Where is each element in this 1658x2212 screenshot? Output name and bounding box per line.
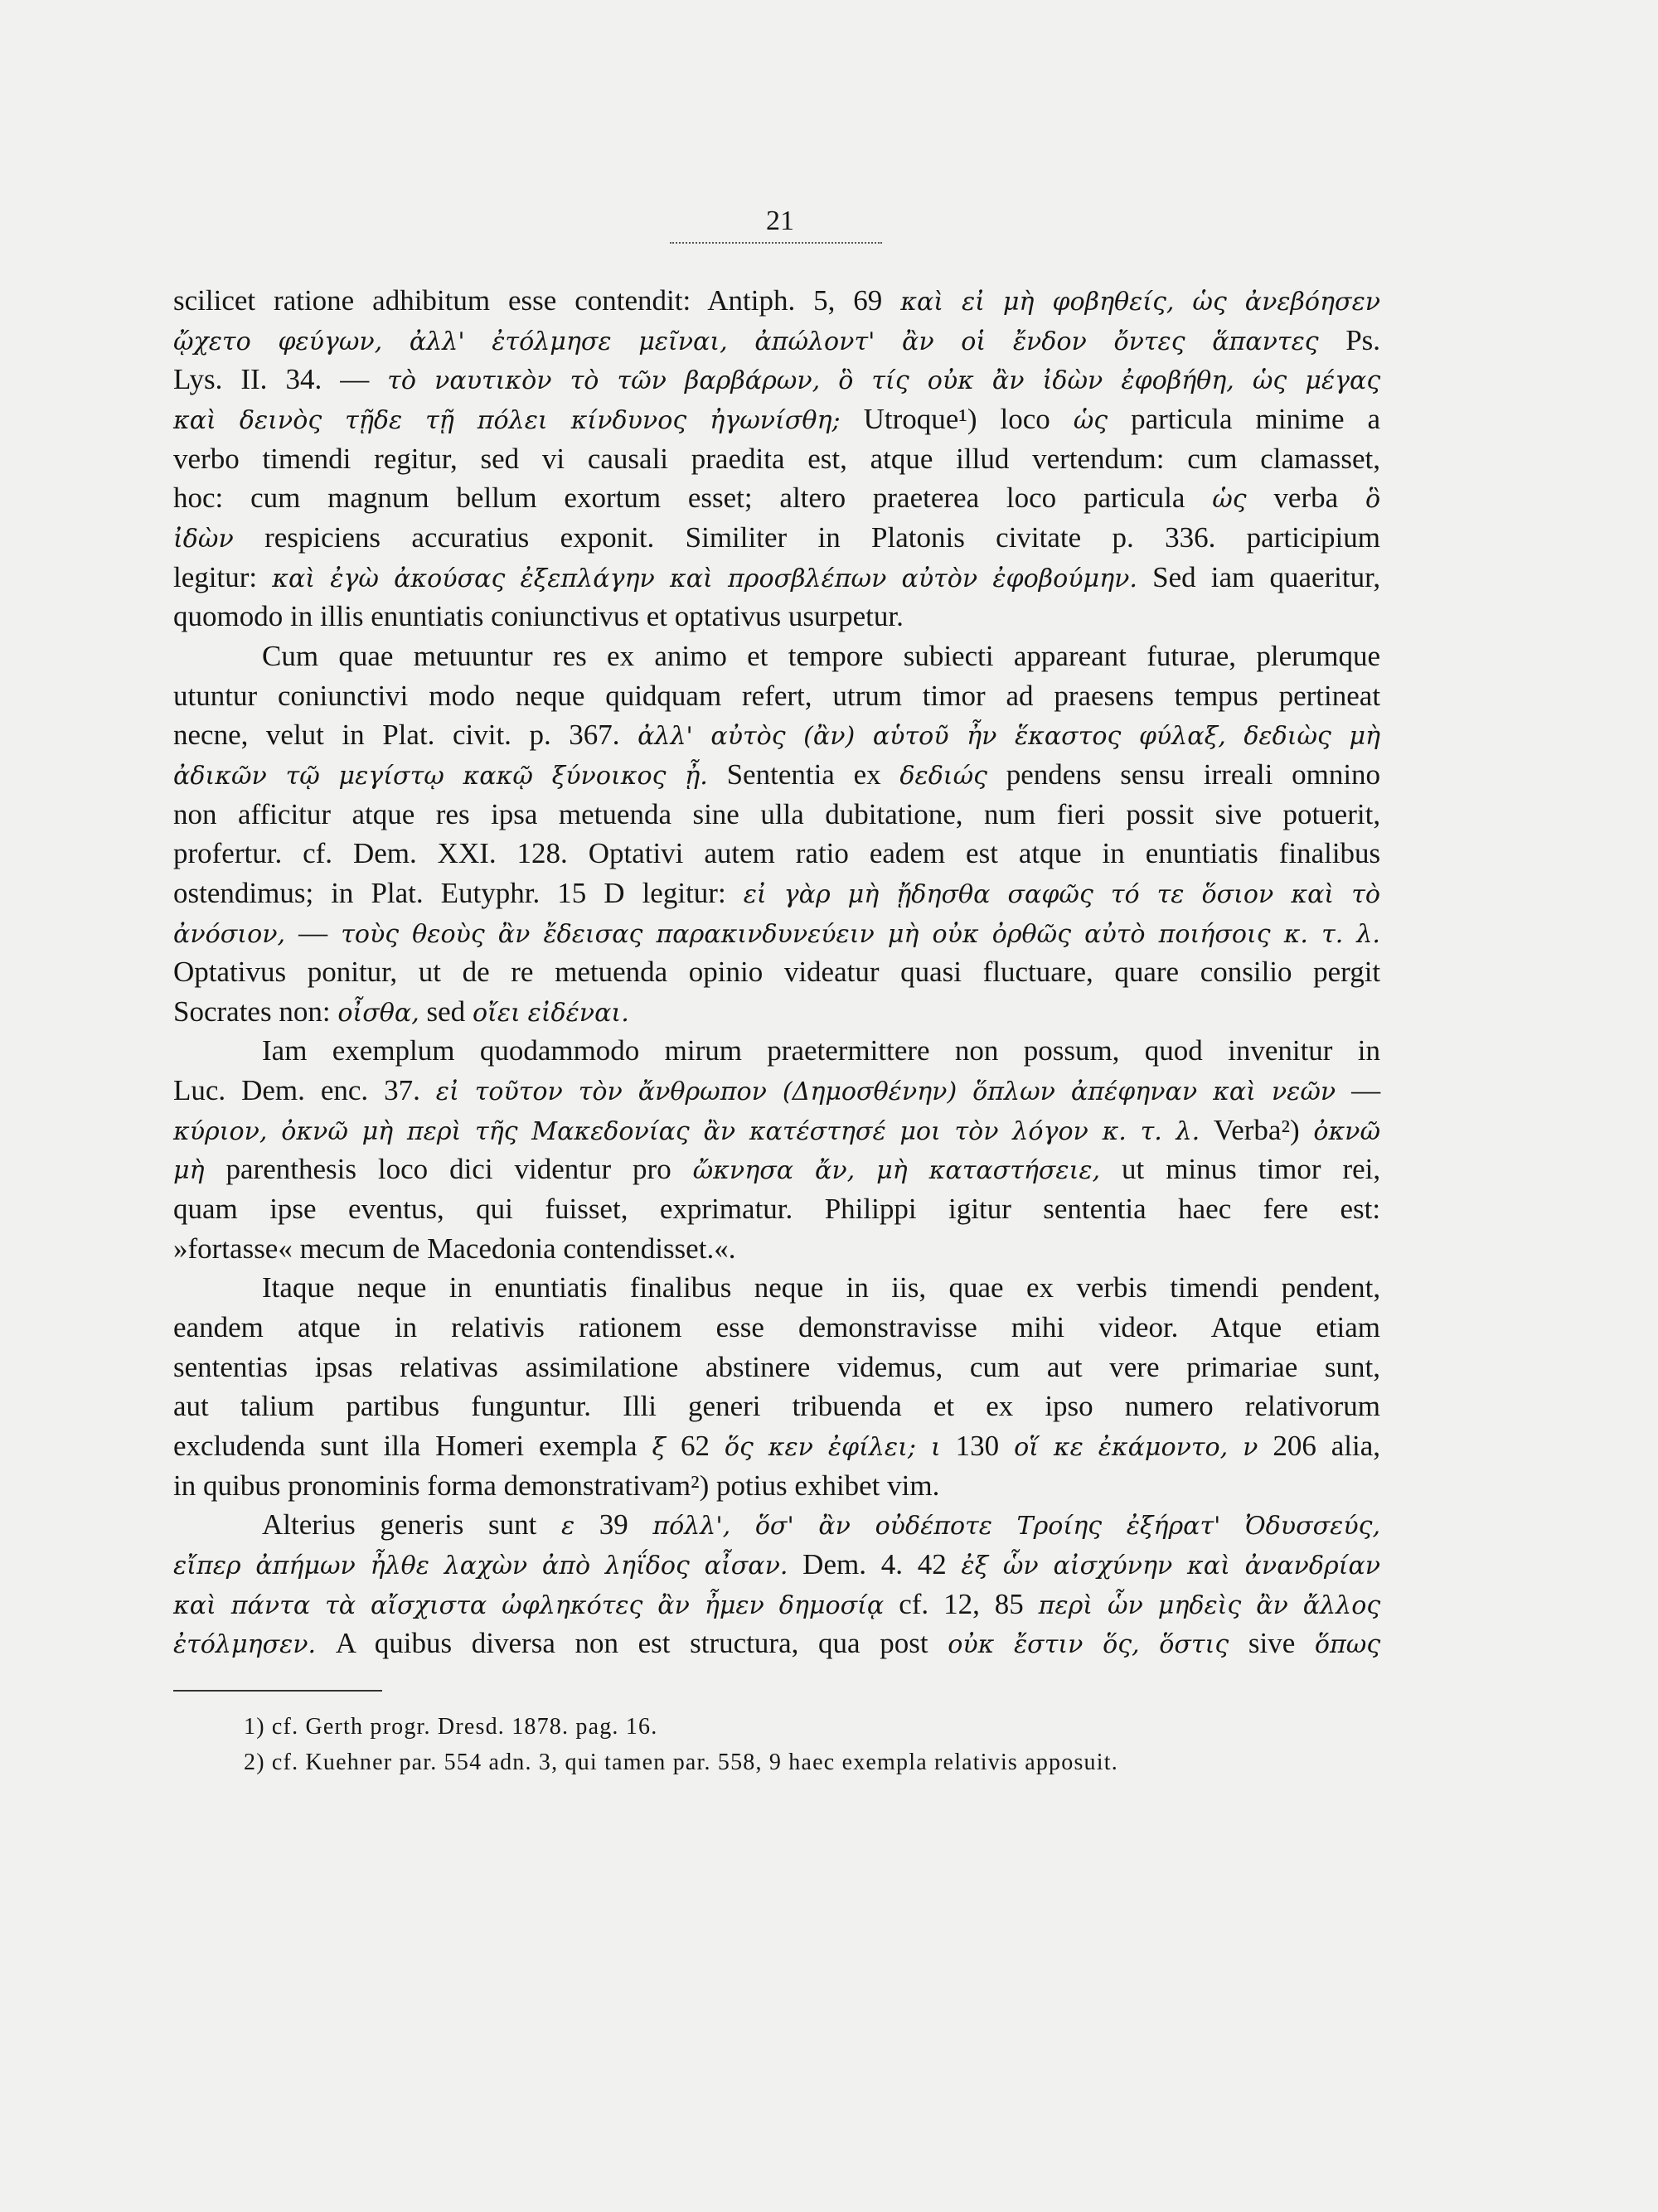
greek-word: κίνδυνος [570,405,687,435]
greek-word: γὰρ [783,879,831,909]
greek-word: νεῶν [1271,1077,1336,1107]
greek-word: ἄνθρωπον [638,1077,767,1107]
text-line: hoc: cum magnum bellum exortum esset; altero praeterea loco particula ὡς verba ὃ [173,482,1381,515]
page-number: 21 [766,206,794,236]
greek-word: ὧν [1002,1551,1039,1580]
greek-word: αὑτοῦ [872,722,949,752]
greek-word: αἰσχύνην [1053,1551,1173,1580]
greek-word: ἔστιν [1014,1630,1084,1660]
text-line: ἰδὼν respiciens accuratius exponit. Similiter in Platonis civitate p. 336. participium [173,520,1381,554]
greek-word: δημοσίᾳ [778,1590,885,1620]
greek-word: ὅπως [1314,1630,1381,1660]
greek-word: τῷ [285,761,320,791]
greek-word: ἂν [818,1512,851,1542]
text-line: Luc. Dem. enc. 37. εἰ τοῦτον τὸν ἄνθρωπον (Δημοσθένην) ὅπλων ἀπέφηναν καὶ νεῶν — [173,1074,1381,1107]
greek-word: οἶσθα, [337,998,419,1028]
greek-word: προσβλέπων [728,564,887,593]
greek-word: ὃ [838,366,854,396]
greek-word: φεύγων, [278,327,383,356]
greek-word: καταστήσειε, [928,1156,1101,1186]
greek-word: καὶ [173,1590,216,1620]
greek-word: εἰ [962,288,985,317]
greek-word: ὅστις [1159,1630,1229,1660]
text-line: καὶ πάντα τὰ αἴσχιστα ὠφληκότες ἂν ἦμεν δημοσίᾳ cf. 12, 85 περὶ ὧν μηδεὶς ἂν ἄλλος [173,1587,1381,1620]
greek-word: ἄν, [815,1156,856,1186]
greek-word: τῆς [475,1116,518,1146]
greek-word: ὅπλων [972,1077,1055,1107]
greek-word: μηδεὶς [1157,1590,1242,1620]
text-line: aut talium partibus funguntur. Illi generi tribuenda et ex ipso numero relativorum [173,1390,1381,1423]
text-line: Cum quae metuuntur res ex animo et tempore subiecti appareant futurae, plerumque [262,639,1381,672]
greek-word: ἀλλ' [409,327,465,356]
greek-word: τ. [1140,1116,1162,1146]
greek-word: οἴει [472,998,521,1028]
greek-word: ᾔδησθα [896,879,991,909]
greek-word: ἠγωνίσθη; [710,405,841,435]
greek-word: Τροίης [1016,1512,1103,1542]
text-line: »fortasse« mecum de Macedonia contendisset.«. [173,1232,736,1265]
greek-word: ὀκνῶ [1313,1116,1381,1146]
greek-word: ἀπήμων [255,1551,356,1580]
greek-word: ἀνανδρίαν [1244,1551,1381,1580]
greek-word: φύλαξ, [1138,722,1226,752]
greek-word: τὰ [325,1590,356,1620]
greek-word: οἱ [961,327,987,356]
text-line: verbo timendi regitur, sed vi causali praedita est, atque illud vertendum: cum clamasset, [173,442,1381,475]
text-line: ἀνόσιον, — τοὺς θεοὺς ἂν ἔδεισας παρακινδυνεύειν μὴ οὐκ ὀρθῶς αὐτὸ ποιήσοις κ. τ. λ. [173,916,1380,949]
text-line: μὴ parenthesis loco dici videntur pro ὤκνησα ἄν, μὴ καταστήσειε, ut minus timor rei, [173,1153,1381,1186]
text-line: scilicet ratione adhibitum esse contendit: Antiph. 5, 69 καὶ εἰ μὴ φοβηθείς, ὡς ἀνεβόησεν [173,284,1381,317]
greek-word: ἀνόσιον, [173,919,286,949]
text-line: eandem atque in relativis rationem esse demonstravisse mihi videor. Atque etiam [173,1311,1381,1344]
greek-word: ὀκνῶ [281,1116,348,1146]
greek-word: λ. [1176,1116,1200,1146]
greek-word: οὐκ [948,1630,995,1660]
greek-word: λόγον [1012,1116,1088,1146]
greek-word: δεινὸς [239,405,322,435]
greek-word: ἐτόλμησε [492,327,612,356]
greek-word: ὄντες [1113,327,1185,356]
greek-word: ὅσιον [1201,879,1274,909]
greek-word: περὶ [1038,1590,1093,1620]
greek-word: ξ [652,1433,667,1463]
greek-word: ὤκνησα [692,1156,794,1186]
greek-word: ν [1243,1433,1258,1463]
greek-word: τὸ [387,366,417,396]
greek-word: ὅσ' [754,1512,794,1542]
greek-word: περὶ [406,1116,462,1146]
greek-word: εἴπερ [173,1551,241,1580]
greek-word: ἂν [657,1590,690,1620]
greek-word: οἵ [1014,1433,1039,1463]
text-line: Itaque neque in enuntiatis finalibus neque in iis, quae ex verbis timendi pendent, [262,1271,1381,1304]
footnote: 2) cf. Kuehner par. 554 adn. 3, qui tamen par. 558, 9 haec exempla relativis apposuit. [244,1750,1118,1775]
greek-word: πόλλ', [652,1512,731,1542]
greek-word: τὸ [1351,879,1380,909]
greek-word: Ὀδυσσεύς, [1245,1512,1381,1542]
greek-word: ἐτόλμησεν. [173,1630,317,1660]
greek-word: ἐφοβούμην. [992,564,1137,593]
greek-word: μέγας [1305,366,1381,396]
footnote: 1) cf. Gerth progr. Dresd. 1878. pag. 16. [244,1714,658,1740]
greek-word: τό [1110,879,1140,909]
greek-word: ἂν [703,1116,736,1146]
text-line: Alterius generis sunt ε 39 πόλλ', ὅσ' ἂν οὐδέποτε Τροίης ἐξήρατ' Ὀδυσσεύς, [262,1508,1381,1542]
greek-word: ὡς [1192,288,1227,317]
greek-word: ἐγὼ [330,564,379,593]
text-line: in quibus pronominis forma demonstrativam²) potius exhibet vim. [173,1469,940,1502]
greek-word: ἔνδον [1012,327,1087,356]
paragraph [173,1031,1380,1268]
greek-word: μὴ [361,1116,394,1146]
text-line: καὶ δεινὸς τῇδε τῇ πόλει κίνδυνος ἠγωνίσθη; Utroque¹) loco ὡς particula minime a [173,402,1381,435]
text-line: Optativus ponitur, ut de re metuenda opinio videatur quasi fluctuare, quare consilio pergit [173,956,1381,989]
text-line: ᾤχετο φεύγων, ἀλλ' ἐτόλμησε μεῖναι, ἀπώλοντ' ἂν οἱ ἔνδον ὄντες ἅπαντες Ps. [173,323,1381,356]
greek-word: κ. [1102,1116,1127,1146]
greek-word: μὴ [1002,288,1035,317]
greek-word: ἐξεπλάγην [520,564,655,593]
greek-word: καὶ [669,564,713,593]
text-line: Iam exemplum quodammodo mirum praetermittere non possum, quod invenitur in [262,1034,1381,1067]
text-line: Lys. II. 34. — τὸ ναυτικὸν τὸ τῶν βαρβάρων, ὃ τίς οὐκ ἂν ἰδὼν ἐφοβήθη, ὡς μέγας [173,363,1381,396]
greek-word: πόλει [477,405,548,435]
greek-word: ἀκούσας [394,564,506,593]
footnotes [244,1709,1487,1780]
body-text [173,281,1380,1663]
greek-word: μὴ [1349,722,1381,752]
greek-word: δεδιώς [899,761,987,791]
greek-word: ὀρθῶς [991,919,1072,949]
greek-word: αἴσχιστα [370,1590,487,1620]
greek-word: μὴ [847,879,880,909]
greek-word: κακῷ [463,761,533,791]
greek-word: τῇ [425,405,454,435]
paragraph [173,281,1380,636]
greek-word: ἂν [1256,1590,1288,1620]
greek-word: ὡς [1073,405,1108,435]
text-line: utuntur coniunctivi modo neque quidquam refert, utrum timor ad praesens tempus pertineat [173,679,1381,712]
greek-word: ἦλθε [370,1551,429,1580]
greek-word: τῶν [617,366,667,396]
text-line: quam ipse eventus, qui fuisset, exprimatur. Philippi igitur sententia haec fere est: [173,1193,1381,1226]
greek-word: κε [1053,1433,1084,1463]
greek-word: τοὺς [341,919,400,949]
greek-word: μεγίστῳ [338,761,444,791]
greek-word: ἅπαντες [1212,327,1319,356]
greek-word: τοῦτον [474,1077,563,1107]
greek-word: ἀπὸ [541,1551,591,1580]
greek-word: ὅς, [1103,1630,1140,1660]
text-line: profertur. cf. Dem. XXI. 128. Optativi autem ratio eadem est atque in enuntiatis finalibus [173,837,1381,870]
greek-word: ἀλλ' [638,722,693,752]
text-line: κύριον, ὀκνῶ μὴ περὶ τῆς Μακεδονίας ἂν κατέστησέ μοι τὸν λόγον κ. τ. λ. Verba²) ὀκνῶ [173,1113,1381,1146]
greek-word: λαχὼν [444,1551,528,1580]
paragraph [173,636,1380,1032]
greek-word: τ. [1321,919,1344,949]
greek-word: (ἂν) [803,722,856,752]
greek-word: ἂν [902,327,934,356]
greek-word: εἰ [743,879,767,909]
greek-word: ἀπέφηναν [1070,1077,1198,1107]
greek-word: ι [930,1433,941,1463]
text-line: non afficitur atque res ipsa metuenda sine ulla dubitatione, num fieri possit sive potuerit, [173,797,1381,830]
text-line: εἴπερ ἀπήμων ἦλθε λαχὼν ἀπὸ ληΐδος αἶσαν. Dem. 4. 42 ἐξ ὧν αἰσχύνην καὶ ἀνανδρίαν [173,1548,1381,1580]
paragraph [173,1268,1380,1505]
greek-word: ξύνοικος [551,761,667,791]
greek-word: τὸν [954,1116,999,1146]
text-line: necne, velut in Plat. civit. p. 367. ἀλλ' αὐτὸς (ἂν) αὑτοῦ ἦν ἕκαστος φύλαξ, δεδιὼς μὴ [173,719,1381,752]
greek-word: ἐφοβήθη, [1121,366,1234,396]
greek-word: πάντα [230,1590,311,1620]
greek-word: αὐτὸς [710,722,786,752]
greek-word: καὶ [1187,1551,1230,1580]
footnote-rule [173,1690,382,1692]
greek-word: ἀνεβόησεν [1244,288,1381,317]
text-line: Socrates non: οἶσθα, sed οἴει εἰδέναι. [173,995,629,1028]
greek-word: μὴ [173,1156,205,1186]
greek-word: Μακεδονίας [531,1116,690,1146]
greek-word: ὡς [1212,485,1247,515]
greek-word: θεοὺς [412,919,485,949]
greek-word: ἐξ [961,1551,989,1580]
greek-word: ᾖ. [685,761,708,791]
text-line: sententias ipsas relativas assimilatione abstinere videmus, cum aut vere primariae sunt, [173,1350,1381,1383]
greek-word: ἰδὼν [1042,366,1103,396]
greek-word: εἰδέναι. [527,998,629,1028]
greek-word: ἦν [967,722,997,752]
greek-word: ἄλλος [1302,1590,1381,1620]
greek-word: φοβηθείς, [1052,288,1175,317]
greek-word: ἔδεισας [543,919,643,949]
greek-word: τίς [871,366,909,396]
greek-word: καὶ [900,288,944,317]
greek-word: οὐδέποτε [875,1512,992,1542]
greek-word: ἕκαστος [1014,722,1122,752]
greek-word: εἰ [435,1077,459,1107]
greek-word: κεν [768,1433,813,1463]
paragraph [173,1505,1380,1663]
greek-word: (Δημοσθένην) [782,1077,957,1107]
page-number-rule [670,242,882,244]
greek-word: δεδιὼς [1244,722,1331,752]
greek-word: μεῖναι, [638,327,728,356]
text-line: legitur: καὶ ἐγὼ ἀκούσας ἐξεπλάγην καὶ προσβλέπων αὐτὸν ἐφοβούμην. Sed iam quaeritur, [173,560,1381,593]
greek-word: ἐφίλει; [827,1433,917,1463]
text-line: quomodo in illis enuntiatis coniunctivus et optativus usurpetur. [173,600,904,633]
greek-word: μοι [899,1116,941,1146]
greek-word: ἰδὼν [173,524,234,554]
greek-word: αὐτὸ [1084,919,1146,949]
greek-word: οὐκ [927,366,974,396]
greek-word: παρακινδυνεύειν [656,919,875,949]
text-line: excludenda sunt illa Homeri exempla ξ 62 ὅς κεν ἐφίλει; ι 130 οἵ κε ἐκάμοντο, ν 206 alia, [173,1430,1380,1463]
greek-word: ἐξήρατ' [1126,1512,1221,1542]
greek-word: ποιήσοις [1158,919,1271,949]
greek-word: κατέστησέ [749,1116,886,1146]
text-line: ostendimus; in Plat. Eutyphr. 15 D legitur: εἰ γὰρ μὴ ᾔδησθα σαφῶς τό τε ὅσιον καὶ τὸ [173,876,1380,909]
greek-word: τε [1156,879,1185,909]
greek-word: κύριον, [173,1116,268,1146]
text-line: ἐτόλμησεν. A quibus diversa non est structura, qua post οὐκ ἔστιν ὅς, ὅστις sive ὅπως [173,1627,1381,1660]
greek-word: αἶσαν. [704,1551,788,1580]
greek-word: ληΐδος [604,1551,690,1580]
greek-word: οὐκ [932,919,979,949]
greek-word: ὧν [1108,1590,1143,1620]
greek-word: ἀδικῶν [173,761,267,791]
greek-word: ἀπώλοντ' [754,327,875,356]
greek-word: καὶ [1291,879,1335,909]
greek-word: ἂν [497,919,531,949]
greek-word: σαφῶς [1007,879,1093,909]
greek-word: ᾤχετο [173,327,251,356]
greek-word: τῇδε [345,405,403,435]
greek-word: ναυτικὸν [434,366,552,396]
greek-word: βαρβάρων, [684,366,821,396]
greek-word: τὸν [578,1077,623,1107]
greek-word: λ. [1356,919,1380,949]
greek-word: καὶ [1213,1077,1256,1107]
greek-word: ὡς [1252,366,1287,396]
greek-word: μὴ [876,1156,908,1186]
greek-word: ἂν [991,366,1025,396]
greek-word: μὴ [887,919,919,949]
greek-word: ὃ [1365,485,1381,515]
greek-word: κ. [1283,919,1309,949]
greek-word: ἦμεν [704,1590,764,1620]
greek-word: ἐκάμοντο, [1098,1433,1229,1463]
greek-word: αὐτὸν [901,564,978,593]
greek-word: καὶ [272,564,316,593]
text-line: ἀδικῶν τῷ μεγίστῳ κακῷ ξύνοικος ᾖ. Sententia ex δεδιώς pendens sensu irreali omnino [173,758,1381,791]
greek-word: ε [560,1512,575,1542]
greek-word: καὶ [173,405,216,435]
greek-word: τὸ [570,366,599,396]
greek-word: ὠφληκότες [502,1590,643,1620]
greek-word: ὅς [724,1433,754,1463]
